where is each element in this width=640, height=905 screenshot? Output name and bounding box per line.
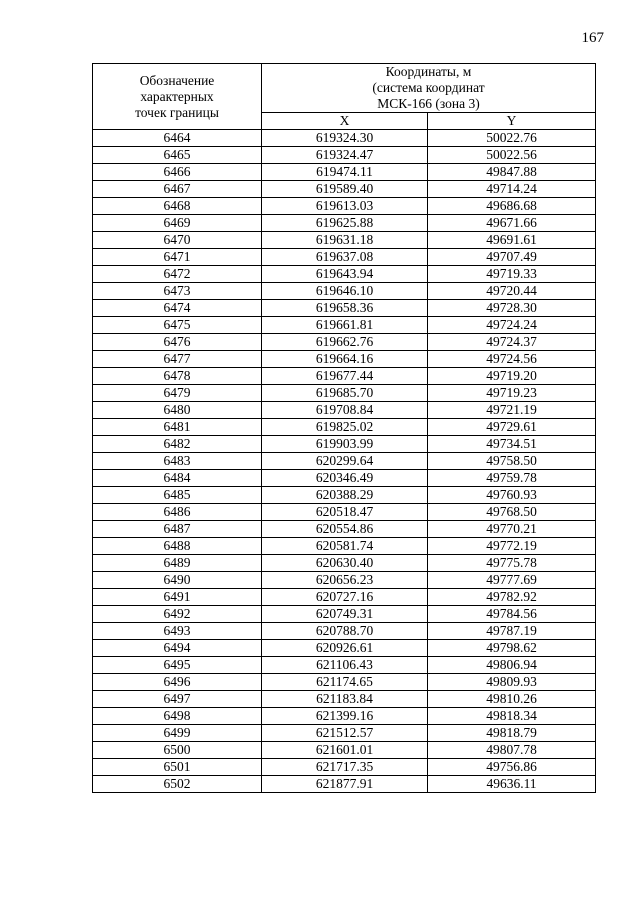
table-row <box>93 589 596 606</box>
point-designation-header <box>93 64 262 130</box>
x-coordinate-cell: 621183.84 <box>262 691 428 708</box>
table-row <box>93 130 596 147</box>
x-coordinate-cell: 619661.81 <box>262 317 428 334</box>
point-id-cell: 6481 <box>93 419 262 436</box>
table-row <box>93 742 596 759</box>
y-coordinate-cell: 49768.50 <box>428 504 596 521</box>
table-row <box>93 266 596 283</box>
y-coordinate-cell: 49719.23 <box>428 385 596 402</box>
y-coordinate-cell: 49691.61 <box>428 232 596 249</box>
y-coordinate-cell: 49714.24 <box>428 181 596 198</box>
table-row <box>93 555 596 572</box>
x-coordinate-cell: 619625.88 <box>262 215 428 232</box>
point-id-cell: 6489 <box>93 555 262 572</box>
point-id-cell: 6469 <box>93 215 262 232</box>
table-row <box>93 300 596 317</box>
point-id-cell: 6488 <box>93 538 262 555</box>
y-coordinate-cell: 49720.44 <box>428 283 596 300</box>
y-coordinate-cell: 49707.49 <box>428 249 596 266</box>
table-row <box>93 453 596 470</box>
x-coordinate-cell: 621106.43 <box>262 657 428 674</box>
table-row <box>93 436 596 453</box>
x-coordinate-cell: 619637.08 <box>262 249 428 266</box>
boundary-points-table <box>92 63 596 793</box>
x-coordinate-cell: 620346.49 <box>262 470 428 487</box>
y-coordinate-cell: 49724.37 <box>428 334 596 351</box>
table-row <box>93 674 596 691</box>
table-row <box>93 725 596 742</box>
x-coordinate-cell: 620749.31 <box>262 606 428 623</box>
x-coordinate-cell: 619685.70 <box>262 385 428 402</box>
y-coordinate-cell: 49728.30 <box>428 300 596 317</box>
y-column-header: Y <box>428 113 596 130</box>
x-coordinate-cell: 619324.30 <box>262 130 428 147</box>
x-coordinate-cell: 619677.44 <box>262 368 428 385</box>
page-number: 167 <box>581 30 604 46</box>
x-coordinate-cell: 621174.65 <box>262 674 428 691</box>
table-row <box>93 487 596 504</box>
point-id-cell: 6477 <box>93 351 262 368</box>
x-column-header: X <box>262 113 428 130</box>
x-coordinate-cell: 621512.57 <box>262 725 428 742</box>
point-id-cell: 6498 <box>93 708 262 725</box>
table-row <box>93 708 596 725</box>
point-id-cell: 6474 <box>93 300 262 317</box>
table-row <box>93 606 596 623</box>
y-coordinate-cell: 49636.11 <box>428 776 596 793</box>
point-id-cell: 6466 <box>93 164 262 181</box>
x-coordinate-cell: 621601.01 <box>262 742 428 759</box>
table-body <box>93 130 596 793</box>
point-id-cell: 6502 <box>93 776 262 793</box>
x-coordinate-cell: 619589.40 <box>262 181 428 198</box>
table-row <box>93 164 596 181</box>
x-coordinate-cell: 620518.47 <box>262 504 428 521</box>
point-id-cell: 6499 <box>93 725 262 742</box>
point-id-cell: 6494 <box>93 640 262 657</box>
point-id-cell: 6487 <box>93 521 262 538</box>
x-coordinate-cell: 619643.94 <box>262 266 428 283</box>
point-id-cell: 6492 <box>93 606 262 623</box>
x-coordinate-cell: 619903.99 <box>262 436 428 453</box>
x-coordinate-cell: 620630.40 <box>262 555 428 572</box>
y-coordinate-cell: 49818.79 <box>428 725 596 742</box>
y-coordinate-cell: 49806.94 <box>428 657 596 674</box>
table-row <box>93 317 596 334</box>
x-coordinate-cell: 619662.76 <box>262 334 428 351</box>
y-coordinate-cell: 49807.78 <box>428 742 596 759</box>
point-designation-label: Обозначение характерных точек границы <box>135 72 219 120</box>
y-coordinate-cell: 49756.86 <box>428 759 596 776</box>
y-coordinate-cell: 49775.78 <box>428 555 596 572</box>
point-id-cell: 6483 <box>93 453 262 470</box>
point-id-cell: 6473 <box>93 283 262 300</box>
y-coordinate-cell: 50022.76 <box>428 130 596 147</box>
x-coordinate-cell: 619646.10 <box>262 283 428 300</box>
coordinates-label: Координаты, м (система координат МСК-166 (зона 3) <box>372 64 485 111</box>
table-row <box>93 215 596 232</box>
x-coordinate-cell: 619708.84 <box>262 402 428 419</box>
x-coordinate-cell: 620727.16 <box>262 589 428 606</box>
table-row <box>93 691 596 708</box>
point-id-cell: 6467 <box>93 181 262 198</box>
y-coordinate-cell: 49758.50 <box>428 453 596 470</box>
x-coordinate-cell: 620299.64 <box>262 453 428 470</box>
table-row <box>93 776 596 793</box>
y-coordinate-cell: 49759.78 <box>428 470 596 487</box>
table-row <box>93 470 596 487</box>
y-coordinate-cell: 49810.26 <box>428 691 596 708</box>
x-coordinate-cell: 620581.74 <box>262 538 428 555</box>
table-row <box>93 419 596 436</box>
point-id-cell: 6496 <box>93 674 262 691</box>
x-coordinate-cell: 621717.35 <box>262 759 428 776</box>
y-coordinate-cell: 49686.68 <box>428 198 596 215</box>
x-coordinate-cell: 620554.86 <box>262 521 428 538</box>
point-id-cell: 6495 <box>93 657 262 674</box>
point-id-cell: 6486 <box>93 504 262 521</box>
point-id-cell: 6484 <box>93 470 262 487</box>
x-coordinate-cell: 619613.03 <box>262 198 428 215</box>
x-coordinate-cell: 619324.47 <box>262 147 428 164</box>
table-row <box>93 147 596 164</box>
table-row <box>93 181 596 198</box>
table-row <box>93 198 596 215</box>
x-coordinate-cell: 621399.16 <box>262 708 428 725</box>
y-coordinate-cell: 49798.62 <box>428 640 596 657</box>
y-coordinate-cell: 49787.19 <box>428 623 596 640</box>
x-coordinate-cell: 621877.91 <box>262 776 428 793</box>
x-coordinate-cell: 620926.61 <box>262 640 428 657</box>
point-id-cell: 6482 <box>93 436 262 453</box>
table-row <box>93 538 596 555</box>
y-coordinate-cell: 49729.61 <box>428 419 596 436</box>
point-id-cell: 6478 <box>93 368 262 385</box>
y-coordinate-cell: 49847.88 <box>428 164 596 181</box>
point-id-cell: 6501 <box>93 759 262 776</box>
y-coordinate-cell: 49809.93 <box>428 674 596 691</box>
table-row <box>93 504 596 521</box>
coordinates-header <box>262 64 596 113</box>
y-coordinate-cell: 49784.56 <box>428 606 596 623</box>
point-id-cell: 6480 <box>93 402 262 419</box>
y-coordinate-cell: 49719.20 <box>428 368 596 385</box>
table-row <box>93 640 596 657</box>
table-row <box>93 249 596 266</box>
x-coordinate-cell: 619664.16 <box>262 351 428 368</box>
table-row <box>93 402 596 419</box>
x-coordinate-cell: 620788.70 <box>262 623 428 640</box>
table-row <box>93 657 596 674</box>
point-id-cell: 6464 <box>93 130 262 147</box>
y-coordinate-cell: 50022.56 <box>428 147 596 164</box>
y-coordinate-cell: 49782.92 <box>428 589 596 606</box>
point-id-cell: 6475 <box>93 317 262 334</box>
y-coordinate-cell: 49724.24 <box>428 317 596 334</box>
table-row <box>93 232 596 249</box>
point-id-cell: 6485 <box>93 487 262 504</box>
y-coordinate-cell: 49772.19 <box>428 538 596 555</box>
x-coordinate-cell: 619658.36 <box>262 300 428 317</box>
y-coordinate-cell: 49760.93 <box>428 487 596 504</box>
y-coordinate-cell: 49818.34 <box>428 708 596 725</box>
x-coordinate-cell: 620388.29 <box>262 487 428 504</box>
y-coordinate-cell: 49734.51 <box>428 436 596 453</box>
x-coordinate-cell: 620656.23 <box>262 572 428 589</box>
point-id-cell: 6500 <box>93 742 262 759</box>
table-row <box>93 385 596 402</box>
table-row <box>93 334 596 351</box>
y-coordinate-cell: 49777.69 <box>428 572 596 589</box>
table-row <box>93 368 596 385</box>
table-row <box>93 521 596 538</box>
x-coordinate-cell: 619825.02 <box>262 419 428 436</box>
y-coordinate-cell: 49721.19 <box>428 402 596 419</box>
point-id-cell: 6476 <box>93 334 262 351</box>
table-row <box>93 759 596 776</box>
point-id-cell: 6465 <box>93 147 262 164</box>
point-id-cell: 6470 <box>93 232 262 249</box>
point-id-cell: 6471 <box>93 249 262 266</box>
point-id-cell: 6493 <box>93 623 262 640</box>
table-header <box>93 64 596 130</box>
x-coordinate-cell: 619631.18 <box>262 232 428 249</box>
table-row <box>93 623 596 640</box>
point-id-cell: 6497 <box>93 691 262 708</box>
point-id-cell: 6479 <box>93 385 262 402</box>
point-id-cell: 6491 <box>93 589 262 606</box>
point-id-cell: 6472 <box>93 266 262 283</box>
y-coordinate-cell: 49671.66 <box>428 215 596 232</box>
x-coordinate-cell: 619474.11 <box>262 164 428 181</box>
point-id-cell: 6468 <box>93 198 262 215</box>
y-coordinate-cell: 49724.56 <box>428 351 596 368</box>
y-coordinate-cell: 49719.33 <box>428 266 596 283</box>
table-row <box>93 572 596 589</box>
table-row <box>93 351 596 368</box>
point-id-cell: 6490 <box>93 572 262 589</box>
table-row <box>93 283 596 300</box>
y-coordinate-cell: 49770.21 <box>428 521 596 538</box>
